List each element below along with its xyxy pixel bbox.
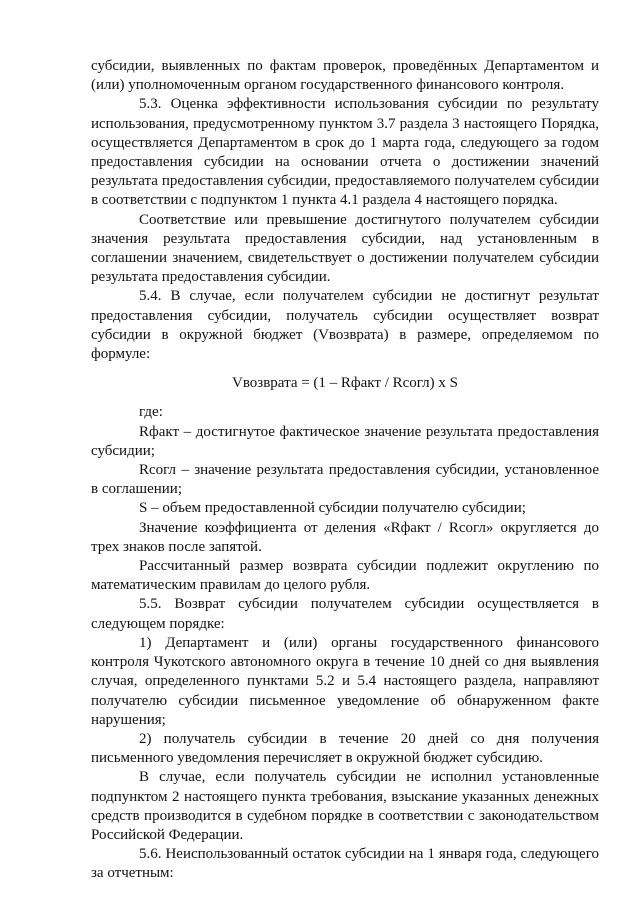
paragraph-coefficient-rounding: Значение коэффициента от деления «Rфакт / Rсогл» округляется до трех знаков после запятой. bbox=[91, 519, 599, 555]
document-page bbox=[91, 57, 599, 884]
definition-rfact: Rфакт – достигнутое фактическое значение результата предоставления субсидии; bbox=[91, 423, 599, 459]
paragraph-5-3: 5.3. Оценка эффективности использования субсидии по результату использования, предусмотренному пунктом 3.7 раздела 3 настоящего Порядка, осуществляется Департаментом в срок до 1 марта года, следующего за годом предоставления субсидии на основании отчета о достижении значений результата предоставления субсидии, предоставляемого получателем субсидии в соответствии с подпунктом 1 пункта 4.1 раздела 4 настоящего порядка. bbox=[91, 96, 599, 209]
paragraph-enforcement: В случае, если получатель субсидии не исполнил установленные подпунктом 2 настоящего пункта требования, взыскание указанных денежных средств производится в судебном порядке в соответствии с законодательством Российской Федерации. bbox=[91, 769, 599, 843]
list-item-2: 2) получатель субсидии в течение 20 дней со дня получения письменного уведомления перечисляет в окружной бюджет субсидию. bbox=[91, 730, 599, 767]
paragraph-5-4: 5.4. В случае, если получателем субсидии не достигнут результат предоставления субсидии, получатель субсидии осуществляет возврат субсидии в окружной бюджет (Vвозврата) в размере, определяемом по формуле: bbox=[91, 288, 599, 363]
paragraph-continuation: субсидии, выявленных по фактам проверок, проведённых Департаментом и (или) уполномоченным органом государственного финансового контроля. bbox=[91, 58, 599, 94]
paragraph-5-5: 5.5. Возврат субсидии получателем субсидии осуществляется в следующем порядке: bbox=[91, 596, 599, 632]
paragraph-5-6: 5.6. Неиспользованный остаток субсидии на 1 января года, следующего за отчетным: bbox=[91, 846, 599, 882]
formula: Vвозврата = (1 – Rфакт / Rсогл) x S bbox=[231, 375, 458, 392]
definition-rsogl: Rсогл – значение результата предоставления субсидии, установленное в соглашении; bbox=[91, 462, 599, 498]
paragraph-ruble-rounding: Рассчитанный размер возврата субсидии подлежит округлению по математическим правилам до целого рубля. bbox=[91, 558, 599, 594]
definition-s: S – объем предоставленной субсидии получателю субсидии; bbox=[139, 500, 526, 517]
paragraph-compliance: Соответствие или превышение достигнутого получателем субсидии значения результата предоставления субсидии, над установленным в соглашении значением, свидетельствует о достижении получателем субсидии результата предоставления субсидии. bbox=[91, 211, 599, 286]
paragraph-where: где: bbox=[139, 404, 163, 421]
list-item-1: 1) Департамент и (или) органы государственного финансового контроля Чукотского автономного округа в течение 10 дней со дня выявления случая, определенного пунктами 5.2 и 5.4 настоящего раздела, направляют получателю субсидии письменное уведомление об обнаруженном факте нарушения; bbox=[91, 634, 599, 728]
